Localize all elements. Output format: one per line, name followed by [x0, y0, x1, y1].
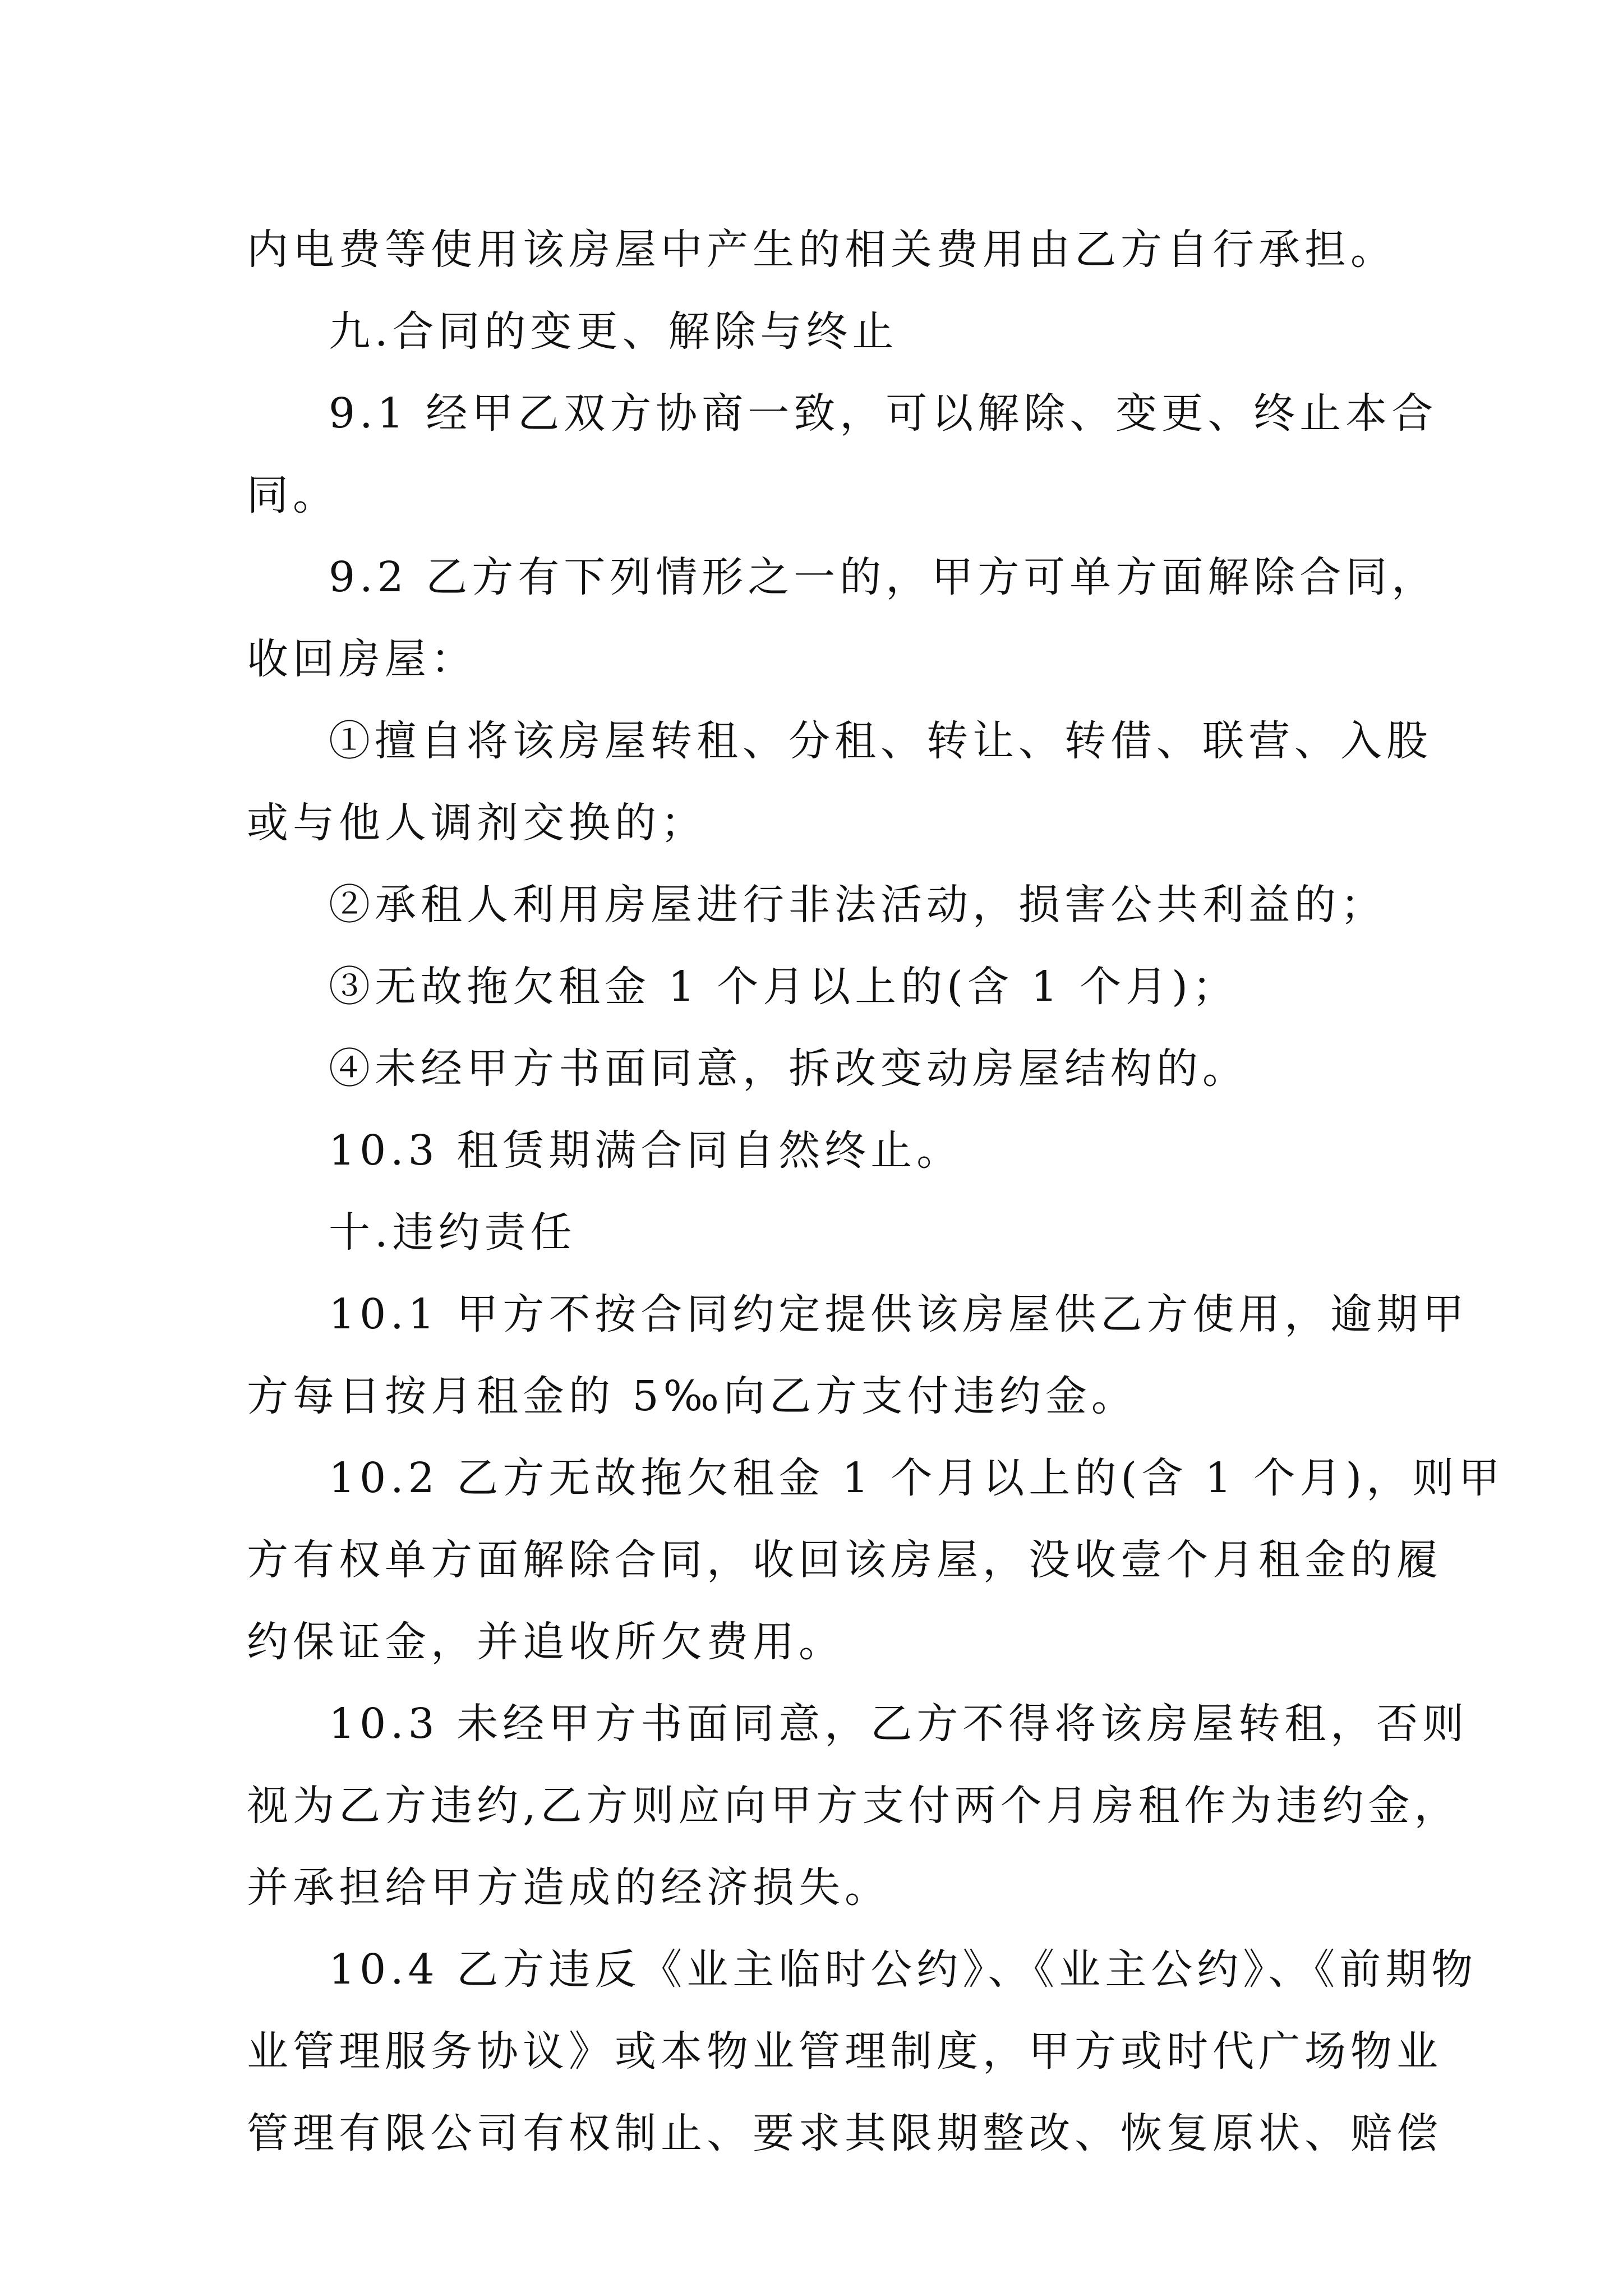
text-line: 10.4 乙方违反《业主临时公约》、《业主公约》、《前期物	[329, 1945, 1478, 1994]
text-line: 9.1 经甲乙双方协商一致，可以解除、变更、终止本合	[329, 389, 1438, 438]
list-item: ①擅自将该房屋转租、分租、转让、转借、联营、入股	[329, 717, 1432, 765]
list-item: ③无故拖欠租金 1 个月以上的(含 1 个月)；	[329, 963, 1238, 1011]
text-line: 并承担给甲方造成的经济损失。	[247, 1864, 891, 1912]
text-line: 10.1 甲方不按合同约定提供该房屋供乙方使用，逾期甲	[329, 1290, 1469, 1338]
text-line: 方每日按月租金的 5‰向乙方支付违约金。	[247, 1372, 1137, 1420]
text-line: 9.2 乙方有下列情形之一的，甲方可单方面解除合同，	[329, 553, 1438, 601]
text-line: 同。	[247, 471, 339, 519]
list-item: ②承租人利用房屋进行非法活动，损害公共利益的；	[329, 881, 1386, 929]
text-line: 视为乙方违约,乙方则应向甲方支付两个月房租作为违约金，	[247, 1782, 1460, 1830]
section-heading: 九.合同的变更、解除与终止	[329, 307, 898, 356]
text-line: 10.3 租赁期满合同自然终止。	[329, 1126, 963, 1175]
text-line: 管理有限公司有权制止、要求其限期整改、恢复原状、赔偿	[247, 2109, 1442, 2157]
section-heading: 十.违约责任	[329, 1208, 577, 1257]
text-line: 业管理服务协议》或本物业管理制度，甲方或时代广场物业	[247, 2027, 1442, 2076]
text-line: 或与他人调剂交换的；	[247, 799, 707, 847]
text-line: 约保证金，并追收所欠费用。	[247, 1618, 845, 1666]
text-line: 10.2 乙方无故拖欠租金 1 个月以上的(含 1 个月)，则甲	[329, 1454, 1505, 1502]
document-body	[247, 209, 1505, 2174]
text-line: 方有权单方面解除合同，收回该房屋，没收壹个月租金的履	[247, 1536, 1442, 1584]
text-line: 内电费等使用该房屋中产生的相关费用由乙方自行承担。	[247, 226, 1396, 274]
text-line: 收回房屋：	[247, 635, 477, 683]
text-line: 10.3 未经甲方书面同意，乙方不得将该房屋转租，否则	[329, 1700, 1469, 1748]
list-item: ④未经甲方书面同意，拆改变动房屋结构的。	[329, 1045, 1248, 1093]
